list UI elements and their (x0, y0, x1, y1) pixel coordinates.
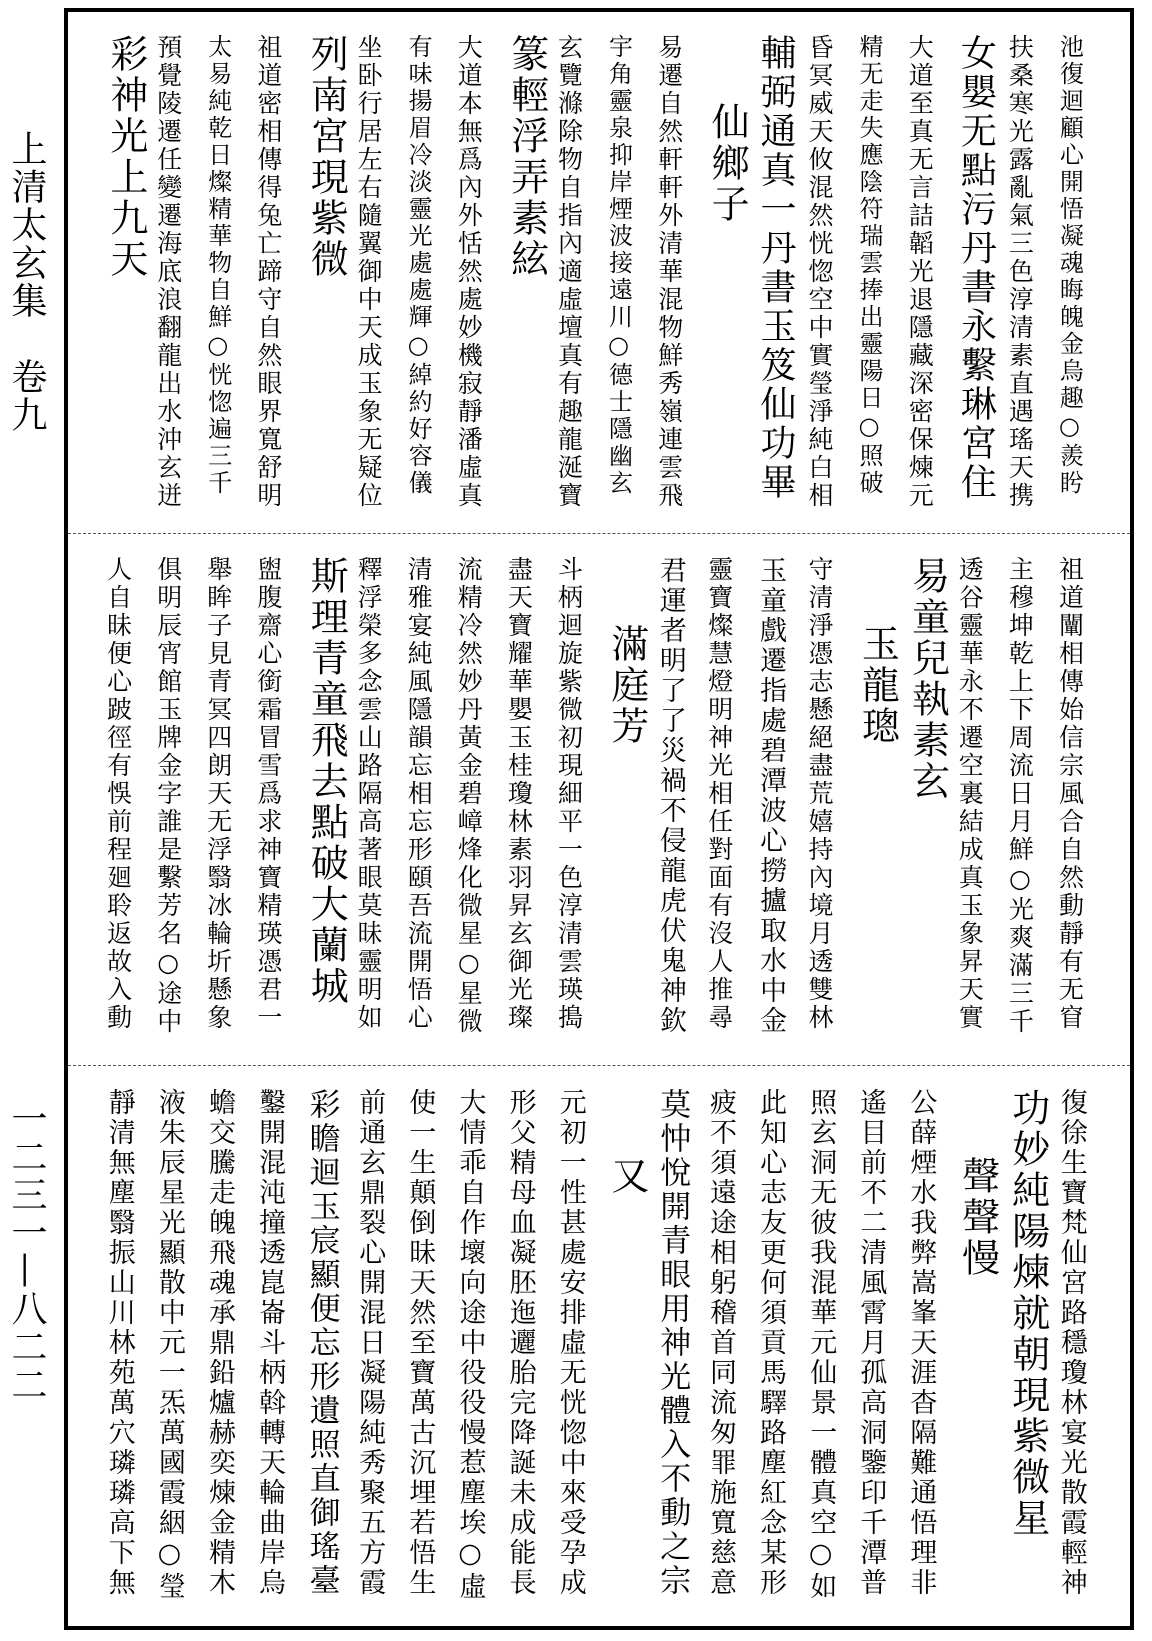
margin-title: 上清太玄集 卷九 (6, 130, 47, 434)
text-column: 復徐生寶梵仙宮路穩瓊林宴光散霞輕神 (1055, 1088, 1087, 1598)
text-band-middle (68, 534, 1130, 1064)
text-column: 元初一性甚處安排虛无恍惚中來受孕成 (554, 1088, 586, 1598)
text-column: 玉童戲遷指處碧潭波心撈攎取水中金 (755, 556, 787, 1036)
section-heading: 仙鄉子 (705, 102, 750, 225)
margin-page-number: 一二三一—八二二 (6, 1100, 47, 1404)
text-column: 池復迴顧心開悟凝魂晦魄金烏趣○羨盻 (1055, 34, 1084, 497)
text-column: 昏冥威天攸混然恍惚空中實瑩淨純白相 (805, 34, 834, 510)
text-column: 功妙純陽煉就朝現紫微星 (1005, 1088, 1050, 1539)
text-column: 彩瞻迴玉宸顯便忘形遺照直御瑤臺 (303, 1088, 340, 1598)
text-column: 守清淨憑志懸絕盡荒嬉持內境月透雙林 (805, 556, 834, 1032)
text-column: 大道至真无言詰韜光退隱藏深密保煉元 (905, 34, 935, 510)
text-column: 盡天寶耀華嬰玉桂瓊林素羽昇玄御光璨 (504, 556, 534, 1032)
text-column: 靈寶燦慧燈明神光相任對面有沒人推尋 (704, 556, 734, 1032)
text-column: 前通玄鼎裂心開混日凝陽純秀聚五方霞 (354, 1088, 386, 1598)
text-column: 公薛煙水我弊嵩峯天涯杳隔難通悟理非 (905, 1088, 937, 1598)
section-heading: 聲聲慢 (955, 1156, 1000, 1279)
text-column: 疲不須遠途相躬稽首同流匆罪施寬慈意 (704, 1088, 736, 1598)
text-column: 鑿開混沌撞透崑崙斗柄斡轉天輪曲岸烏 (254, 1088, 286, 1598)
text-column: 彩神光上九天 (103, 34, 148, 280)
text-column: 篆輕浮弄素絃 (504, 34, 549, 280)
text-column: 預覺陵遷任變遷海底浪翻龍出水沖玄迸 (153, 34, 183, 510)
text-column: 人自昧便心跛徑有悞前程廻聆返故入動 (103, 556, 133, 1032)
text-column: 照玄洞无彼我混華元仙景一體真空○如 (805, 1088, 837, 1602)
text-column: 形父精母血凝胚迤邐胎完降誕未成能長 (504, 1088, 536, 1598)
text-column: 此知心志友更何須貢馬驛路塵紅念某形 (755, 1088, 787, 1598)
text-column: 釋浮榮多念雲山路隔高著眼莫昧靈明如 (354, 556, 384, 1032)
text-band-bottom (68, 1066, 1130, 1626)
text-column: 君運者明了了災禍不侵龍虎伏鬼神欽 (654, 556, 686, 1036)
page-frame (64, 8, 1134, 1630)
text-column: 扶桑寒光露亂氣三色淳清素直遇瑤天携 (1005, 34, 1035, 510)
text-column: 坐卧行居左右隨翼御中天成玉象无疑位 (354, 34, 384, 510)
text-column: 祖道闡相傳始信宗風合自然動靜有无窅 (1055, 556, 1085, 1032)
text-column: 盥腹齋心銜霜冒雪爲求神寶精瑛憑君一 (253, 556, 283, 1032)
text-column: 輔弼通真一丹書玉笈仙功畢 (754, 34, 796, 502)
text-column: 祖道密相傳得兔亡蹄守自然眼界寬舒明 (253, 34, 283, 510)
text-column: 使一生顛倒昧天然至寶萬古沉埋若悟生 (404, 1088, 436, 1598)
text-column: 流精冷然妙丹黃金碧嶂烽化微星○星微 (454, 556, 484, 1036)
text-column: 遙目前不二清風霄月孤高洞鑒印千潭普 (855, 1088, 887, 1598)
text-column: 主穆坤乾上下周流日月鮮○光爽滿三千 (1005, 556, 1035, 1036)
text-column: 舉眸子見青冥四朗天无浮翳冰輪圻懸象 (203, 556, 233, 1032)
text-column: 易遷自然軒軒外清華混物鮮秀嶺連雲飛 (654, 34, 684, 510)
text-column: 大情乖自作壞向途中役役慢惹塵埃○虛 (454, 1088, 486, 1602)
text-column: 莫忡悅開青眼用神光體入不動之宗 (654, 1088, 691, 1598)
text-column: 蟾交騰走魄飛魂承鼎鉛爐赫奕煉金精木 (203, 1088, 235, 1598)
text-column: 有味揚眉冷淡靈光處處輝○綽約好容儀 (404, 34, 433, 497)
text-column: 斯理青童飛去點破大蘭城 (304, 556, 349, 1007)
text-column: 大道本無爲內外恬然處妙機寂靜潘虛真 (454, 34, 484, 510)
text-column: 玄覽滌除物自指內適虛壇真有趣龍涎寶 (554, 34, 584, 510)
section-heading: 滿庭芳 (604, 624, 649, 747)
text-column: 清雅宴純風隱韻忘相忘形頤吾流開悟心 (404, 556, 434, 1032)
text-column: 易童兒執素玄 (905, 556, 950, 802)
text-column: 靜清無塵翳振山川林苑萬穴璘璘高下無 (103, 1088, 135, 1598)
text-column: 液朱辰星光顯散中元一炁萬國霞絪○瑩 (153, 1088, 185, 1602)
section-heading: 又 (604, 1156, 649, 1197)
section-heading: 玉龍璁 (855, 624, 900, 747)
text-column: 太易純乾日燦精華物自鮮○恍惚遍三千 (203, 34, 232, 497)
text-column: 斗柄迴旋紫微初現細平一色淳清雲瑛搗 (554, 556, 584, 1032)
text-column: 宇角靈泉抑岸煙波接遠川○德士隱幽玄 (604, 34, 633, 497)
text-column: 透谷靈華永不遷空裏結成真玉象昇天實 (955, 556, 985, 1032)
text-column: 列南宮現紫微 (304, 34, 349, 280)
text-column: 女嬰无點污丹書永繫琳宮住 (955, 34, 997, 502)
text-column: 俱明辰宵館玉牌金字誰是繫芳名○途中 (153, 556, 183, 1036)
text-column: 精无走失應陰符瑞雲捧出靈陽日○照破 (854, 34, 883, 497)
text-band-top (68, 12, 1130, 532)
